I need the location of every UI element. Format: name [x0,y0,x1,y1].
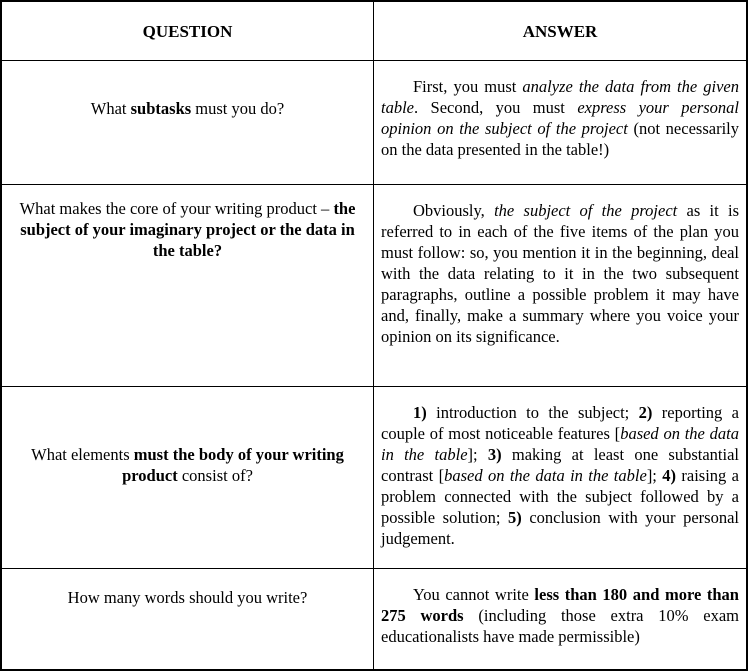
text-run: the subject of the project [494,201,678,220]
text-run: the subject of your imaginary project or the data in the table? [20,199,356,260]
answer-text-row1 [381,76,739,160]
text-run: 1) [413,403,427,422]
answer-text-row4 [381,584,739,647]
text-run: Obviously, [413,201,495,220]
text-run: 2) [638,403,653,422]
text-run: 5) [508,508,522,527]
text-run: conclusion with your personal judgement. [381,508,740,548]
question-column-header [2,2,373,60]
text-run: consist of? [177,466,253,485]
text-run: (including those extra 10% exam educationalists have made permissible) [381,606,739,646]
text-run: raising a problem connected with the subject followed by a possible solution; [381,466,739,527]
text-run: . Second, you must [414,98,578,117]
text-run: What [90,99,131,118]
text-run: How many words should you write? [67,588,308,607]
answer-header-label: ANSWER [522,21,598,41]
text-run: ]; [646,466,663,485]
text-run: First, you must [413,77,523,96]
question-text-row2 [10,198,365,386]
answer-column-header [373,2,746,60]
answer-cell-row4 [373,568,746,669]
question-text-row1 [91,98,284,184]
text-run: subtasks [130,99,192,118]
text-run: What makes the core of your writing product – [19,199,334,218]
answer-text-row2 [381,200,739,347]
question-header-label: QUESTION [142,21,233,41]
text-run: based on the data in the table [381,424,739,464]
text-run: ]; [467,445,488,464]
text-run: based on the data in the table [444,466,647,485]
text-run: must the body of your writing product [122,445,344,485]
question-cell-row1 [2,60,373,184]
text-run: analyze the data from the given table [381,77,739,117]
answer-cell-row2 [373,184,746,386]
text-run: less than 180 and more than 275 words [381,585,739,625]
answer-cell-row1 [373,60,746,184]
answer-cell-row3 [373,386,746,568]
question-text-row3 [10,444,365,568]
question-cell-row2 [2,184,373,386]
text-run: 3) [487,445,502,464]
text-run: reporting a couple of most noticeable features [ [381,403,740,443]
answer-text-row3 [381,402,739,549]
text-run: (not necessarily on the data presented in the table!) [381,119,739,159]
text-run: You cannot write [413,585,535,604]
text-run: making at least one substantial contrast [ [381,445,739,485]
text-run: 4) [662,466,677,485]
text-run: introduction to the subject; [426,403,639,422]
text-run: as it is referred to in each of the five items of the plan you must follow: so, you mention it in the beginning, deal with the data relating to it in the two subsequent paragraphs, outline a possible problem it may have and, finally, make a summary where you voice your opinion on its significance. [381,201,739,346]
text-run: must you do? [191,99,285,118]
text-run: express your personal opinion on the subject of the project [381,98,739,138]
question-cell-row4 [2,568,373,669]
text-run: What elements [31,445,134,464]
question-text-row4 [68,587,308,669]
question-cell-row3 [2,386,373,568]
